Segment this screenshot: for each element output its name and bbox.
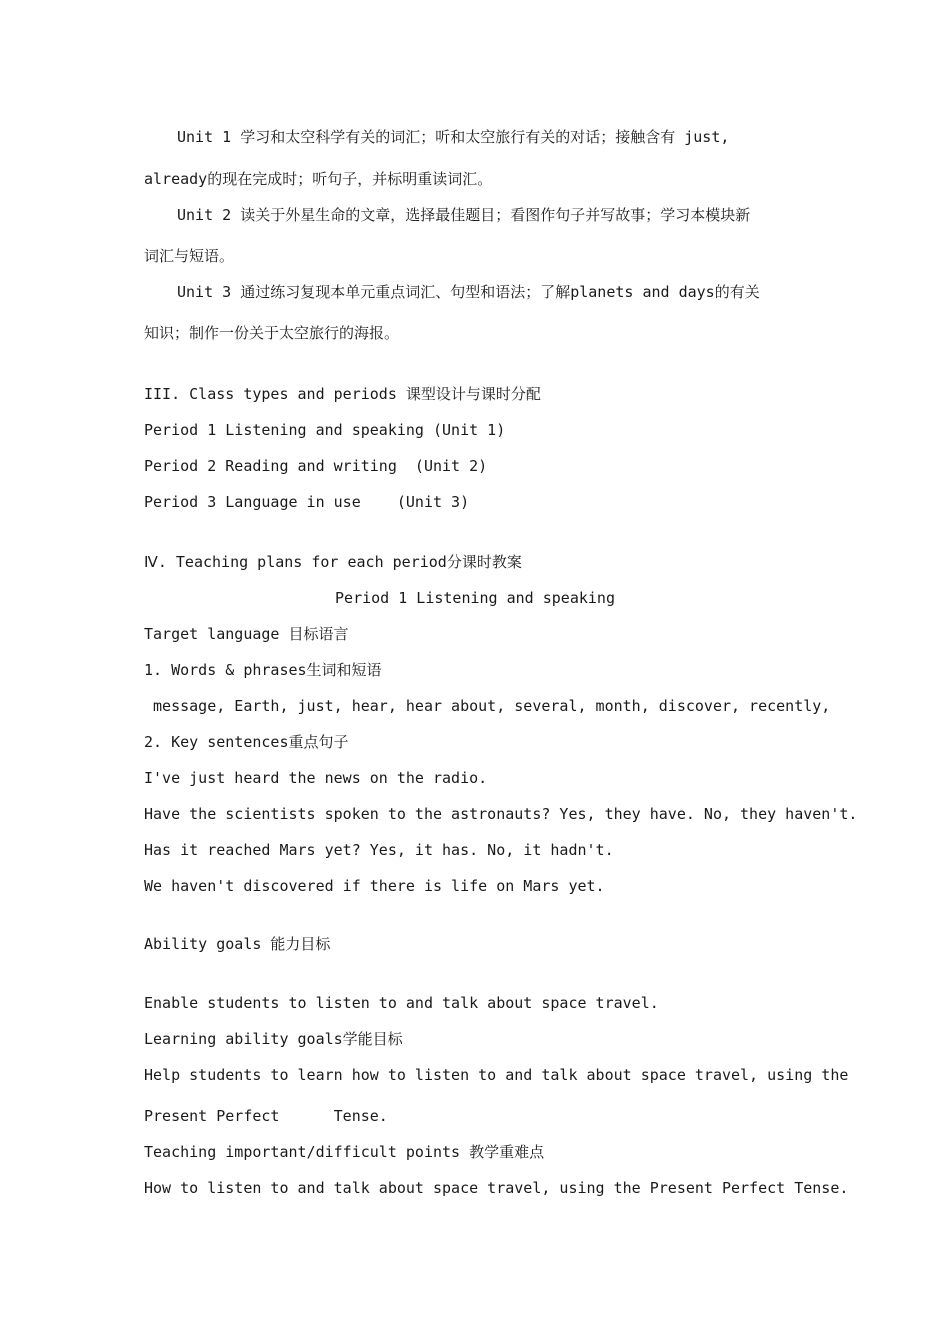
ability-goals-text: Enable students to listen to and talk about space travel. (144, 994, 659, 1012)
learning-goals-heading: Learning ability goals学能目标 (144, 1030, 403, 1048)
period-title: Period 1 Listening and speaking (335, 589, 615, 607)
learning-goals-text-2: Present Perfect Tense. (144, 1107, 388, 1125)
unit2-line2: 词汇与短语。 (144, 247, 235, 265)
sentence-3: Has it reached Mars yet? Yes, it has. No, it hadn't. (144, 841, 614, 859)
learning-goals-text-1: Help students to learn how to listen to and talk about space travel, using the (144, 1066, 849, 1084)
ability-goals-heading: Ability goals 能力目标 (144, 935, 331, 953)
points-heading: Teaching important/difficult points 教学重难点 (144, 1143, 545, 1161)
unit2-line1: Unit 2 读关于外星生命的文章，选择最佳题目；看图作句子并写故事；学习本模块新 (177, 206, 751, 224)
points-text: How to listen to and talk about space travel, using the Present Perfect Tense. (144, 1179, 849, 1197)
period-1-item: Period 1 Listening and speaking (Unit 1) (144, 421, 506, 439)
sentences-heading: 2. Key sentences重点句子 (144, 733, 349, 751)
sentence-4: We haven't discovered if there is life on Mars yet. (144, 877, 605, 895)
words-heading: 1. Words & phrases生词和短语 (144, 661, 382, 679)
period-3-item: Period 3 Language in use (Unit 3) (144, 493, 470, 511)
unit3-line1: Unit 3 通过练习复现本单元重点词汇、句型和语法；了解planets and days的有关 (177, 283, 760, 301)
unit3-line2: 知识；制作一份关于太空旅行的海报。 (144, 324, 400, 342)
target-language-heading: Target language 目标语言 (144, 625, 349, 643)
section3-heading: III. Class types and periods 课型设计与课时分配 (144, 385, 541, 403)
unit1-line2: already的现在完成时；听句子，并标明重读词汇。 (144, 170, 493, 188)
period-2-item: Period 2 Reading and writing (Unit 2) (144, 457, 488, 475)
section4-heading: Ⅳ. Teaching plans for each period分课时教案 (144, 553, 522, 571)
words-list: message, Earth, just, hear, hear about, several, month, discover, recently, (144, 697, 831, 715)
unit1-line1: Unit 1 学习和太空科学有关的词汇；听和太空旅行有关的对话；接触含有 just, (177, 128, 730, 146)
sentence-1: I've just heard the news on the radio. (144, 769, 488, 787)
sentence-2: Have the scientists spoken to the astronauts? Yes, they have. No, they haven't. (144, 805, 858, 823)
